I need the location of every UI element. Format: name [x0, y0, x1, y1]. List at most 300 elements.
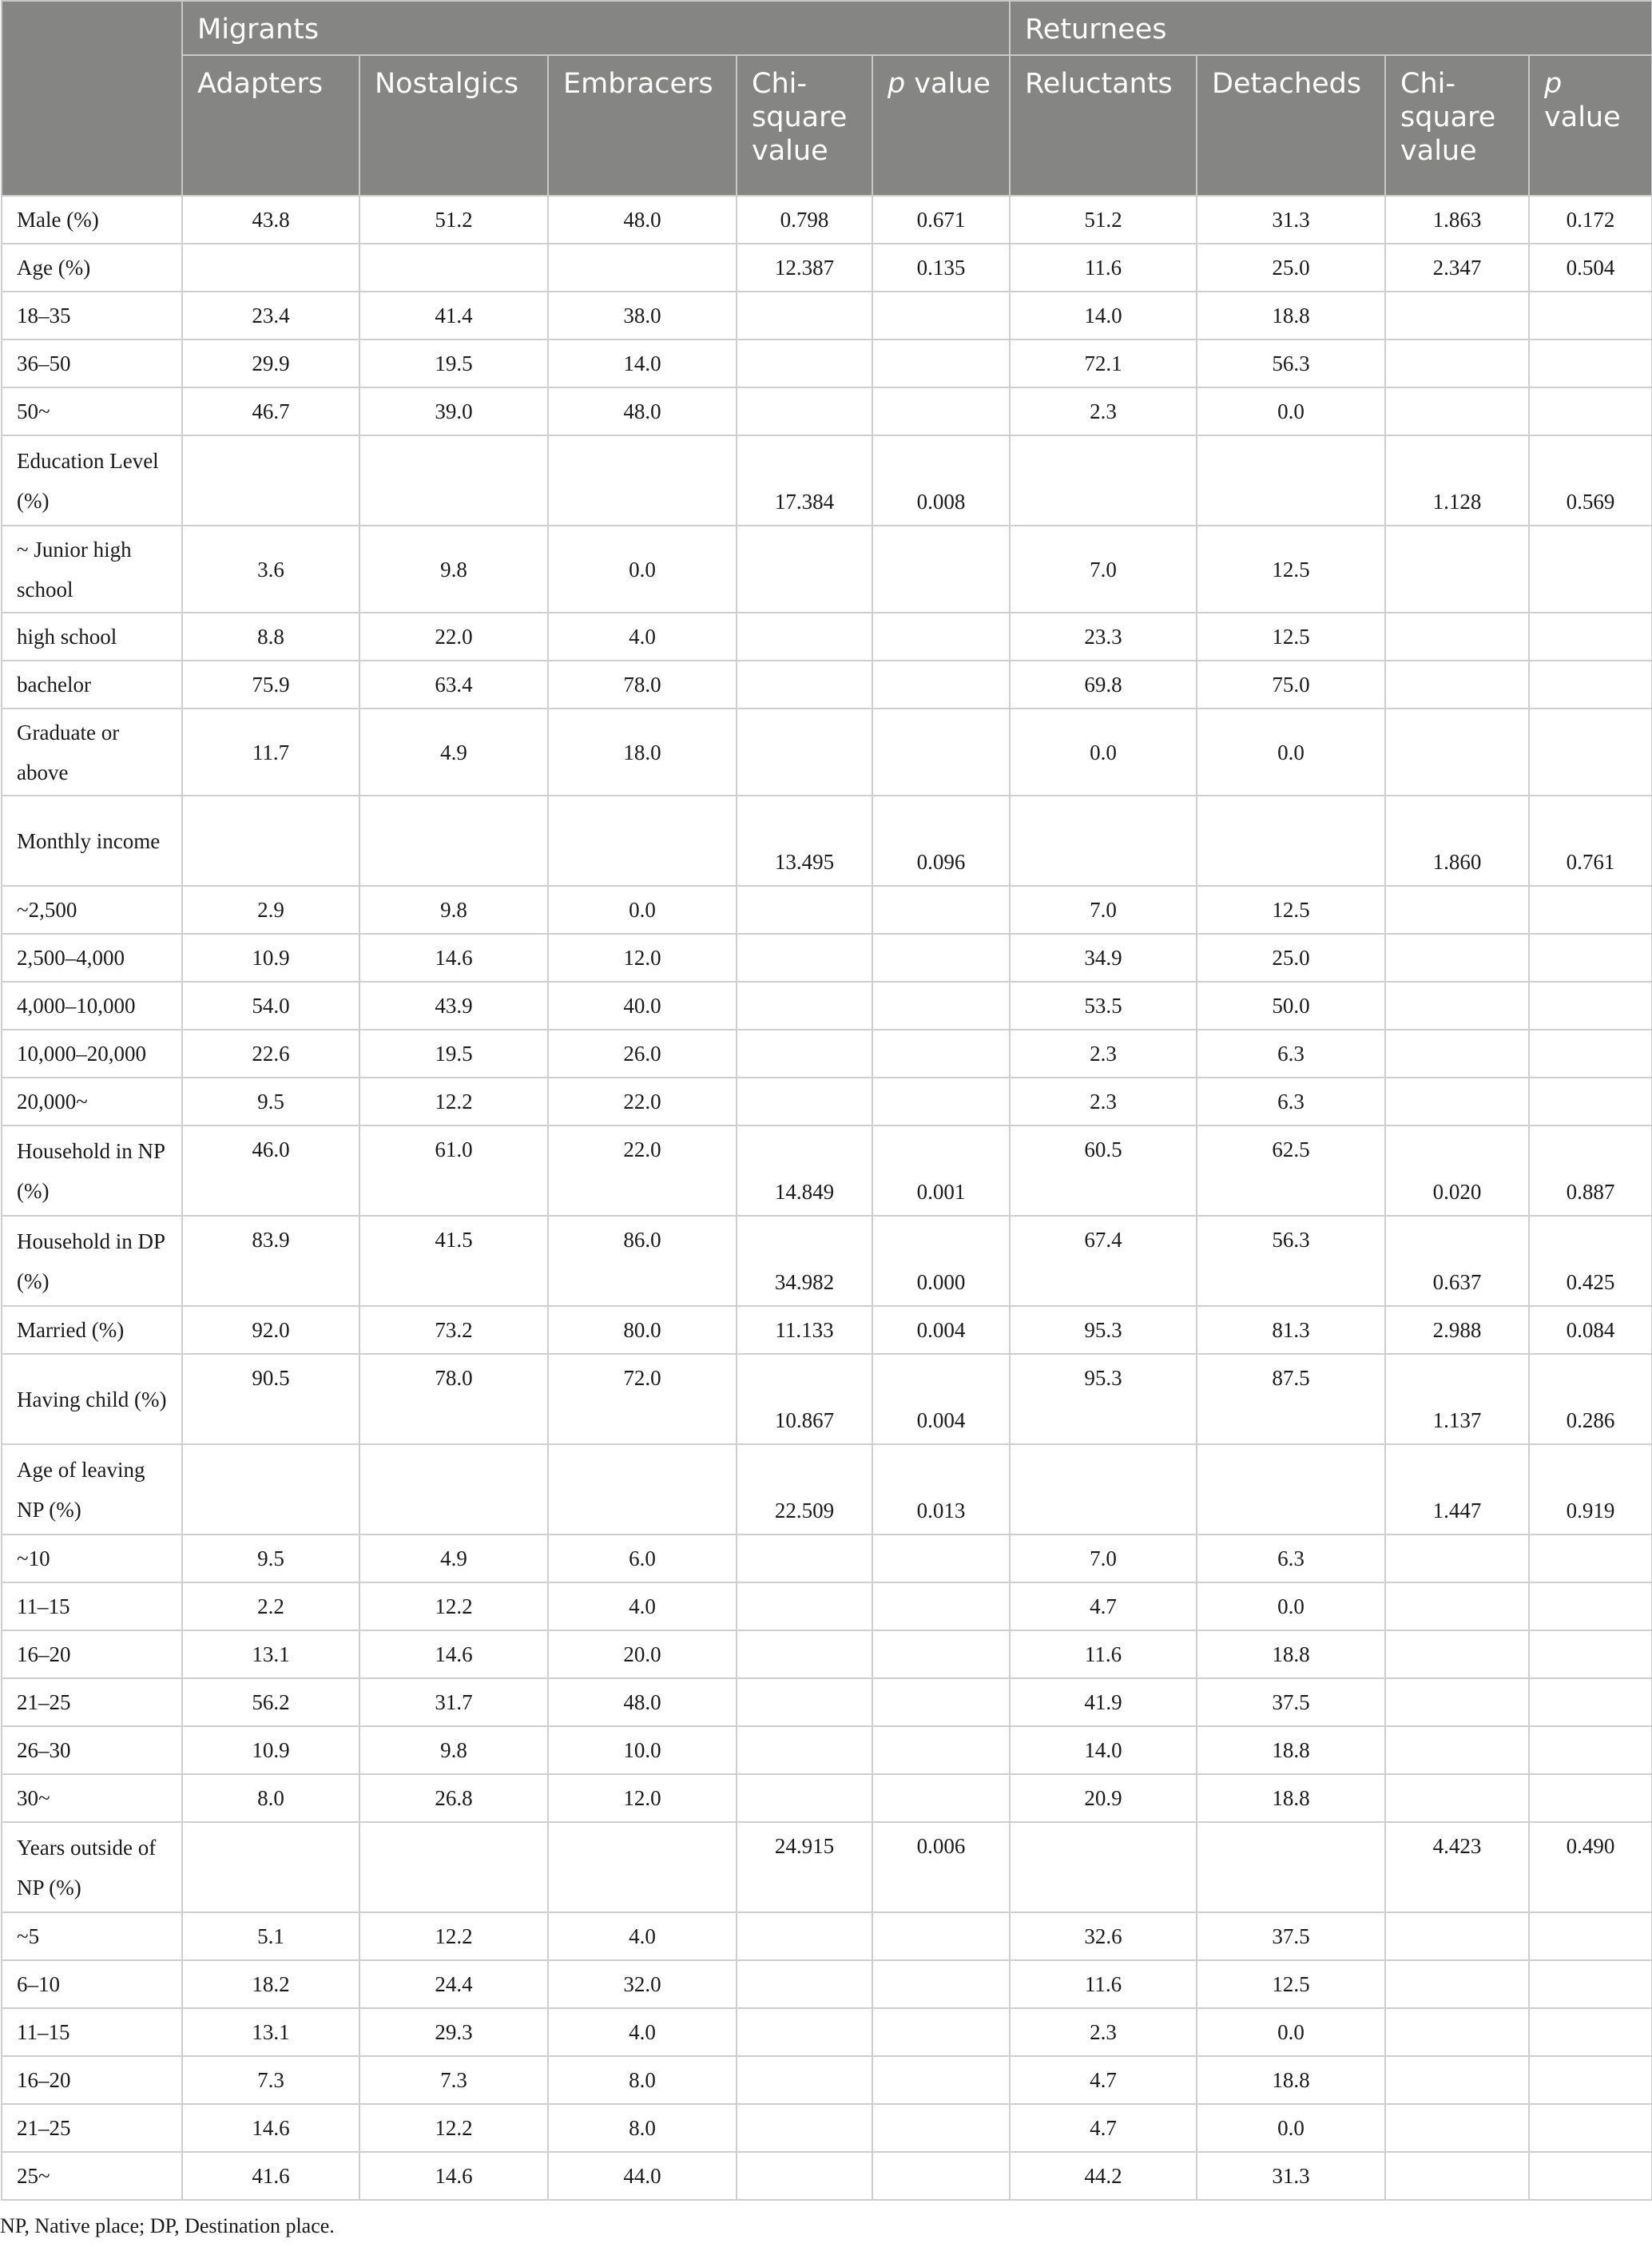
cell-embracers: 26.0: [548, 1030, 737, 1078]
header-column-row: [2, 55, 1652, 196]
cell-migrants-chi-square: [737, 387, 872, 435]
cell-adapters: 9.5: [182, 1534, 359, 1582]
row-label: Household in DP (%): [2, 1216, 182, 1306]
cell-returnees-chi-square: 1.860: [1385, 796, 1529, 886]
cell-reluctants: 60.5: [1010, 1125, 1197, 1216]
header-col-reluctants: Reluctants: [1010, 55, 1197, 196]
table-row: [2, 613, 1652, 661]
cell-detacheds: 25.0: [1197, 244, 1385, 292]
cell-migrants-p-value: [872, 292, 1010, 339]
header-col-detacheds: Detacheds: [1197, 55, 1385, 196]
table-row: [2, 1354, 1652, 1444]
cell-detacheds: 0.0: [1197, 387, 1385, 435]
cell-migrants-p-value: [872, 1912, 1010, 1960]
table-row: [2, 387, 1652, 435]
cell-returnees-chi-square: 0.637: [1385, 1216, 1529, 1306]
cell-nostalgics: 22.0: [359, 613, 548, 661]
cell-migrants-p-value: [872, 387, 1010, 435]
cell-detacheds: 81.3: [1197, 1306, 1385, 1354]
cell-returnees-chi-square: [1385, 526, 1529, 613]
cell-migrants-p-value: [872, 1960, 1010, 2008]
cell-migrants-p-value: 0.671: [872, 196, 1010, 244]
cell-migrants-chi-square: 12.387: [737, 244, 872, 292]
row-label: Male (%): [2, 196, 182, 244]
data-table: [1, 0, 1652, 2201]
row-label: 21–25: [2, 2104, 182, 2152]
cell-reluctants: 2.3: [1010, 2008, 1197, 2056]
cell-nostalgics: [359, 1444, 548, 1534]
cell-embracers: 40.0: [548, 982, 737, 1030]
row-label: 16–20: [2, 1630, 182, 1678]
cell-migrants-p-value: 0.013: [872, 1444, 1010, 1534]
cell-returnees-chi-square: [1385, 1678, 1529, 1726]
cell-nostalgics: 78.0: [359, 1354, 548, 1444]
header-col-returnees-p-value: p value: [1529, 55, 1652, 196]
cell-returnees-p-value: 0.286: [1529, 1354, 1652, 1444]
cell-detacheds: 6.3: [1197, 1030, 1385, 1078]
cell-nostalgics: 41.5: [359, 1216, 548, 1306]
cell-reluctants: [1010, 1444, 1197, 1534]
cell-nostalgics: 9.8: [359, 886, 548, 934]
cell-returnees-chi-square: 2.988: [1385, 1306, 1529, 1354]
table-row: [2, 1822, 1652, 1912]
cell-adapters: [182, 244, 359, 292]
cell-adapters: [182, 1444, 359, 1534]
cell-embracers: 22.0: [548, 1078, 737, 1125]
cell-embracers: 4.0: [548, 2008, 737, 2056]
cell-adapters: 3.6: [182, 526, 359, 613]
cell-detacheds: 62.5: [1197, 1125, 1385, 1216]
cell-adapters: 11.7: [182, 709, 359, 796]
cell-nostalgics: 14.6: [359, 934, 548, 982]
cell-returnees-p-value: [1529, 1960, 1652, 2008]
cell-embracers: 72.0: [548, 1354, 737, 1444]
cell-reluctants: 11.6: [1010, 1960, 1197, 2008]
cell-detacheds: 37.5: [1197, 1678, 1385, 1726]
cell-adapters: 2.2: [182, 1582, 359, 1630]
cell-embracers: 8.0: [548, 2056, 737, 2104]
cell-migrants-p-value: [872, 934, 1010, 982]
cell-embracers: 22.0: [548, 1125, 737, 1216]
table-row: [2, 435, 1652, 526]
cell-migrants-p-value: [872, 2056, 1010, 2104]
cell-detacheds: [1197, 1444, 1385, 1534]
header-group-returnees: Returnees: [1010, 1, 1652, 55]
table-row: [2, 1444, 1652, 1534]
cell-returnees-p-value: [1529, 886, 1652, 934]
cell-embracers: 14.0: [548, 339, 737, 387]
cell-migrants-p-value: [872, 1582, 1010, 1630]
cell-returnees-chi-square: [1385, 709, 1529, 796]
table-row: [2, 1582, 1652, 1630]
table-row: [2, 1216, 1652, 1306]
cell-reluctants: 4.7: [1010, 2056, 1197, 2104]
cell-migrants-p-value: 0.135: [872, 244, 1010, 292]
cell-nostalgics: 12.2: [359, 1078, 548, 1125]
cell-migrants-chi-square: [737, 709, 872, 796]
cell-migrants-p-value: [872, 526, 1010, 613]
row-label: ~10: [2, 1534, 182, 1582]
table-row: [2, 1125, 1652, 1216]
cell-migrants-chi-square: [737, 2152, 872, 2200]
row-label: ~2,500: [2, 886, 182, 934]
cell-migrants-chi-square: 22.509: [737, 1444, 872, 1534]
cell-adapters: 9.5: [182, 1078, 359, 1125]
cell-migrants-p-value: [872, 1774, 1010, 1822]
cell-embracers: 44.0: [548, 2152, 737, 2200]
cell-detacheds: 50.0: [1197, 982, 1385, 1030]
cell-returnees-p-value: [1529, 339, 1652, 387]
cell-nostalgics: 63.4: [359, 661, 548, 709]
cell-returnees-p-value: [1529, 2056, 1652, 2104]
cell-embracers: 18.0: [548, 709, 737, 796]
cell-migrants-chi-square: 11.133: [737, 1306, 872, 1354]
cell-reluctants: 11.6: [1010, 244, 1197, 292]
row-label: 6–10: [2, 1960, 182, 2008]
cell-nostalgics: 31.7: [359, 1678, 548, 1726]
cell-nostalgics: 41.4: [359, 292, 548, 339]
cell-nostalgics: 12.2: [359, 1912, 548, 1960]
row-label: 50~: [2, 387, 182, 435]
cell-migrants-chi-square: [737, 1678, 872, 1726]
cell-returnees-p-value: 0.172: [1529, 196, 1652, 244]
cell-detacheds: 18.8: [1197, 292, 1385, 339]
cell-adapters: [182, 435, 359, 526]
cell-migrants-chi-square: [737, 982, 872, 1030]
cell-adapters: [182, 1822, 359, 1912]
cell-migrants-p-value: [872, 1534, 1010, 1582]
cell-embracers: 4.0: [548, 1582, 737, 1630]
cell-reluctants: 53.5: [1010, 982, 1197, 1030]
cell-returnees-p-value: [1529, 1030, 1652, 1078]
cell-migrants-chi-square: [737, 886, 872, 934]
header-col-nostalgics: Nostalgics: [359, 55, 548, 196]
row-label: 25~: [2, 2152, 182, 2200]
cell-embracers: 32.0: [548, 1960, 737, 2008]
table-row: [2, 709, 1652, 796]
cell-returnees-chi-square: 1.447: [1385, 1444, 1529, 1534]
cell-returnees-p-value: [1529, 526, 1652, 613]
cell-migrants-chi-square: 10.867: [737, 1354, 872, 1444]
cell-returnees-chi-square: [1385, 886, 1529, 934]
cell-embracers: 48.0: [548, 196, 737, 244]
row-label: ~ Junior high school: [2, 526, 182, 613]
cell-embracers: 12.0: [548, 934, 737, 982]
cell-adapters: 43.8: [182, 196, 359, 244]
cell-detacheds: 37.5: [1197, 1912, 1385, 1960]
cell-migrants-chi-square: 0.798: [737, 196, 872, 244]
cell-migrants-p-value: [872, 1678, 1010, 1726]
p-symbol: p: [888, 68, 906, 100]
cell-reluctants: 7.0: [1010, 886, 1197, 934]
cell-nostalgics: [359, 1822, 548, 1912]
cell-embracers: [548, 1444, 737, 1534]
cell-adapters: 2.9: [182, 886, 359, 934]
row-label: 16–20: [2, 2056, 182, 2104]
cell-reluctants: 20.9: [1010, 1774, 1197, 1822]
cell-detacheds: 0.0: [1197, 2104, 1385, 2152]
cell-adapters: 22.6: [182, 1030, 359, 1078]
cell-returnees-chi-square: [1385, 1030, 1529, 1078]
header-group-migrants: Migrants: [182, 1, 1010, 55]
cell-migrants-chi-square: [737, 292, 872, 339]
cell-returnees-chi-square: [1385, 1774, 1529, 1822]
cell-migrants-chi-square: [737, 613, 872, 661]
cell-returnees-p-value: [1529, 1582, 1652, 1630]
cell-migrants-p-value: [872, 2104, 1010, 2152]
row-label: Having child (%): [2, 1354, 182, 1444]
cell-returnees-chi-square: [1385, 2008, 1529, 2056]
cell-migrants-chi-square: [737, 661, 872, 709]
cell-migrants-p-value: 0.096: [872, 796, 1010, 886]
cell-nostalgics: [359, 796, 548, 886]
cell-adapters: 90.5: [182, 1354, 359, 1444]
cell-nostalgics: 19.5: [359, 1030, 548, 1078]
cell-reluctants: 69.8: [1010, 661, 1197, 709]
table-row: [2, 1726, 1652, 1774]
cell-detacheds: 56.3: [1197, 339, 1385, 387]
cell-reluctants: 4.7: [1010, 2104, 1197, 2152]
table-row: [2, 2104, 1652, 2152]
cell-returnees-chi-square: [1385, 1726, 1529, 1774]
row-label: high school: [2, 613, 182, 661]
table-row: [2, 292, 1652, 339]
row-label: 2,500–4,000: [2, 934, 182, 982]
cell-returnees-p-value: [1529, 613, 1652, 661]
cell-detacheds: 0.0: [1197, 1582, 1385, 1630]
cell-nostalgics: 14.6: [359, 2152, 548, 2200]
row-label: 10,000–20,000: [2, 1030, 182, 1078]
cell-migrants-p-value: [872, 886, 1010, 934]
row-label: 36–50: [2, 339, 182, 387]
cell-returnees-chi-square: [1385, 1912, 1529, 1960]
cell-embracers: 6.0: [548, 1534, 737, 1582]
cell-adapters: 10.9: [182, 934, 359, 982]
p-symbol: p: [1544, 68, 1563, 100]
cell-returnees-p-value: [1529, 2152, 1652, 2200]
cell-migrants-p-value: [872, 339, 1010, 387]
cell-nostalgics: 26.8: [359, 1774, 548, 1822]
cell-reluctants: 7.0: [1010, 526, 1197, 613]
cell-nostalgics: 43.9: [359, 982, 548, 1030]
cell-detacheds: 18.8: [1197, 1630, 1385, 1678]
cell-reluctants: [1010, 796, 1197, 886]
cell-migrants-p-value: 0.004: [872, 1354, 1010, 1444]
cell-adapters: 23.4: [182, 292, 359, 339]
cell-adapters: 29.9: [182, 339, 359, 387]
cell-detacheds: 56.3: [1197, 1216, 1385, 1306]
cell-adapters: 13.1: [182, 2008, 359, 2056]
cell-adapters: 75.9: [182, 661, 359, 709]
table-row: [2, 339, 1652, 387]
cell-migrants-chi-square: [737, 1912, 872, 1960]
cell-reluctants: 11.6: [1010, 1630, 1197, 1678]
cell-returnees-chi-square: [1385, 387, 1529, 435]
cell-migrants-chi-square: [737, 1534, 872, 1582]
cell-nostalgics: 39.0: [359, 387, 548, 435]
cell-reluctants: 2.3: [1010, 387, 1197, 435]
cell-reluctants: [1010, 1822, 1197, 1912]
cell-nostalgics: [359, 435, 548, 526]
cell-nostalgics: 73.2: [359, 1306, 548, 1354]
cell-returnees-p-value: [1529, 292, 1652, 339]
table-row: [2, 934, 1652, 982]
cell-returnees-p-value: 0.425: [1529, 1216, 1652, 1306]
cell-returnees-chi-square: [1385, 982, 1529, 1030]
row-label: 4,000–10,000: [2, 982, 182, 1030]
cell-adapters: 10.9: [182, 1726, 359, 1774]
cell-reluctants: 67.4: [1010, 1216, 1197, 1306]
row-label: 18–35: [2, 292, 182, 339]
cell-reluctants: 0.0: [1010, 709, 1197, 796]
table-row: [2, 1078, 1652, 1125]
cell-returnees-chi-square: [1385, 1582, 1529, 1630]
cell-adapters: [182, 796, 359, 886]
cell-migrants-chi-square: [737, 1960, 872, 2008]
cell-nostalgics: 51.2: [359, 196, 548, 244]
cell-returnees-p-value: [1529, 1726, 1652, 1774]
cell-returnees-chi-square: [1385, 613, 1529, 661]
cell-embracers: 0.0: [548, 886, 737, 934]
cell-returnees-p-value: [1529, 1534, 1652, 1582]
table-row: [2, 2008, 1652, 2056]
cell-migrants-p-value: 0.000: [872, 1216, 1010, 1306]
cell-returnees-p-value: [1529, 1630, 1652, 1678]
cell-returnees-p-value: [1529, 1774, 1652, 1822]
table-row: [2, 1534, 1652, 1582]
row-label: Monthly income: [2, 796, 182, 886]
cell-detacheds: 12.5: [1197, 1960, 1385, 2008]
cell-migrants-p-value: 0.006: [872, 1822, 1010, 1912]
cell-embracers: [548, 796, 737, 886]
cell-migrants-chi-square: 14.849: [737, 1125, 872, 1216]
cell-returnees-p-value: 0.504: [1529, 244, 1652, 292]
cell-returnees-p-value: [1529, 1078, 1652, 1125]
cell-migrants-p-value: [872, 1630, 1010, 1678]
cell-returnees-chi-square: [1385, 1534, 1529, 1582]
row-label: Married (%): [2, 1306, 182, 1354]
table-row: [2, 1912, 1652, 1960]
cell-adapters: 46.0: [182, 1125, 359, 1216]
row-label: Age (%): [2, 244, 182, 292]
cell-reluctants: 34.9: [1010, 934, 1197, 982]
cell-embracers: 4.0: [548, 1912, 737, 1960]
cell-nostalgics: 19.5: [359, 339, 548, 387]
cell-returnees-p-value: [1529, 982, 1652, 1030]
cell-returnees-chi-square: [1385, 292, 1529, 339]
cell-nostalgics: 4.9: [359, 709, 548, 796]
table-row: [2, 1306, 1652, 1354]
cell-returnees-chi-square: [1385, 2056, 1529, 2104]
cell-migrants-p-value: [872, 1078, 1010, 1125]
header-corner-cell: [2, 1, 182, 196]
cell-embracers: 48.0: [548, 1678, 737, 1726]
cell-returnees-p-value: [1529, 387, 1652, 435]
cell-migrants-chi-square: 24.915: [737, 1822, 872, 1912]
cell-migrants-chi-square: [737, 1726, 872, 1774]
cell-detacheds: 6.3: [1197, 1534, 1385, 1582]
cell-adapters: 56.2: [182, 1678, 359, 1726]
row-label: bachelor: [2, 661, 182, 709]
table-row: [2, 2056, 1652, 2104]
cell-adapters: 46.7: [182, 387, 359, 435]
cell-returnees-p-value: 0.084: [1529, 1306, 1652, 1354]
row-label: 30~: [2, 1774, 182, 1822]
row-label: Household in NP (%): [2, 1125, 182, 1216]
table-row: [2, 886, 1652, 934]
cell-nostalgics: 9.8: [359, 526, 548, 613]
row-label: 26–30: [2, 1726, 182, 1774]
row-label: 11–15: [2, 2008, 182, 2056]
cell-adapters: 18.2: [182, 1960, 359, 2008]
cell-returnees-p-value: 0.887: [1529, 1125, 1652, 1216]
cell-reluctants: 2.3: [1010, 1078, 1197, 1125]
cell-detacheds: 6.3: [1197, 1078, 1385, 1125]
cell-detacheds: 75.0: [1197, 661, 1385, 709]
cell-migrants-p-value: 0.001: [872, 1125, 1010, 1216]
cell-embracers: 4.0: [548, 613, 737, 661]
cell-migrants-p-value: [872, 2152, 1010, 2200]
cell-returnees-chi-square: 0.020: [1385, 1125, 1529, 1216]
row-label: 20,000~: [2, 1078, 182, 1125]
cell-migrants-chi-square: [737, 2104, 872, 2152]
row-label: Age of leaving NP (%): [2, 1444, 182, 1534]
cell-adapters: 8.0: [182, 1774, 359, 1822]
cell-migrants-chi-square: [737, 2008, 872, 2056]
row-label: 21–25: [2, 1678, 182, 1726]
cell-reluctants: 44.2: [1010, 2152, 1197, 2200]
header-col-embracers: Embracers: [548, 55, 737, 196]
table-row: [2, 1030, 1652, 1078]
cell-embracers: 80.0: [548, 1306, 737, 1354]
table-row: [2, 196, 1652, 244]
cell-reluctants: 32.6: [1010, 1912, 1197, 1960]
cell-returnees-p-value: [1529, 709, 1652, 796]
cell-embracers: 8.0: [548, 2104, 737, 2152]
cell-adapters: 8.8: [182, 613, 359, 661]
row-label: 11–15: [2, 1582, 182, 1630]
cell-migrants-p-value: 0.008: [872, 435, 1010, 526]
cell-migrants-p-value: [872, 709, 1010, 796]
cell-adapters: 14.6: [182, 2104, 359, 2152]
table-row: [2, 1630, 1652, 1678]
header-col-returnees-chi-square: Chi-square value: [1385, 55, 1529, 196]
cell-returnees-p-value: 0.490: [1529, 1822, 1652, 1912]
header-group-row: [2, 1, 1652, 55]
cell-migrants-p-value: [872, 982, 1010, 1030]
cell-returnees-p-value: [1529, 1912, 1652, 1960]
cell-embracers: 20.0: [548, 1630, 737, 1678]
cell-embracers: 86.0: [548, 1216, 737, 1306]
cell-detacheds: 87.5: [1197, 1354, 1385, 1444]
cell-nostalgics: 24.4: [359, 1960, 548, 2008]
cell-nostalgics: 14.6: [359, 1630, 548, 1678]
cell-adapters: 13.1: [182, 1630, 359, 1678]
cell-returnees-p-value: 0.761: [1529, 796, 1652, 886]
cell-reluctants: 14.0: [1010, 292, 1197, 339]
cell-reluctants: 41.9: [1010, 1678, 1197, 1726]
table-row: [2, 982, 1652, 1030]
table-row: [2, 526, 1652, 613]
cell-returnees-chi-square: 1.128: [1385, 435, 1529, 526]
cell-detacheds: 31.3: [1197, 2152, 1385, 2200]
cell-adapters: 54.0: [182, 982, 359, 1030]
row-label: Education Level (%): [2, 435, 182, 526]
cell-detacheds: 31.3: [1197, 196, 1385, 244]
cell-migrants-chi-square: 17.384: [737, 435, 872, 526]
cell-embracers: 12.0: [548, 1774, 737, 1822]
cell-returnees-p-value: 0.569: [1529, 435, 1652, 526]
